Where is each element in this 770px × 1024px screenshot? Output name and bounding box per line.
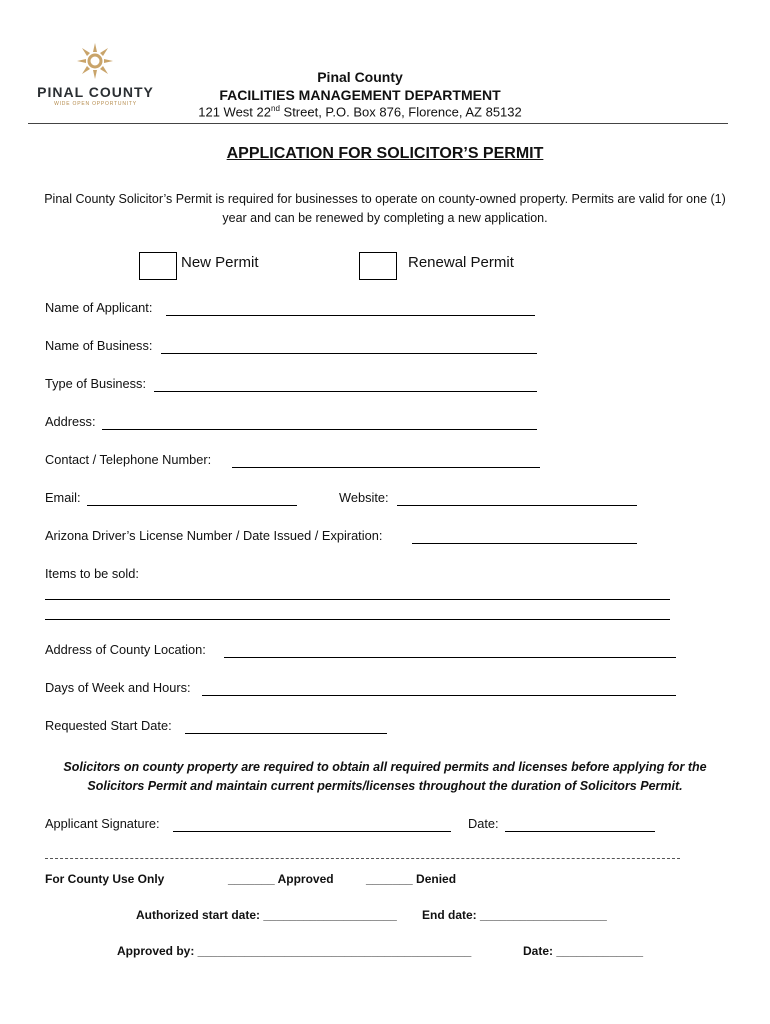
- license-label: Arizona Driver’s License Number / Date Issued / Expiration:: [45, 528, 383, 543]
- applicant-field[interactable]: [166, 315, 535, 316]
- section-divider: [45, 858, 680, 859]
- address-field[interactable]: [102, 429, 537, 430]
- signature-label: Applicant Signature:: [45, 816, 160, 831]
- signature-date-field[interactable]: [505, 831, 655, 832]
- email-label: Email:: [45, 490, 81, 505]
- approved-option[interactable]: _______ Approved: [228, 872, 334, 886]
- org-name: Pinal County: [317, 69, 403, 85]
- business-type-field[interactable]: [154, 391, 537, 392]
- county-location-field[interactable]: [224, 657, 676, 658]
- approved-by[interactable]: Approved by: _________________________________________: [117, 944, 472, 958]
- logo-name: PINAL COUNTY: [37, 84, 154, 100]
- renewal-permit-checkbox[interactable]: [359, 252, 397, 280]
- authorized-start-date[interactable]: Authorized start date: ____________________: [136, 908, 397, 922]
- items-label: Items to be sold:: [45, 566, 139, 581]
- website-field[interactable]: [397, 505, 637, 506]
- contact-field[interactable]: [232, 467, 540, 468]
- signature-date-label: Date:: [468, 816, 499, 831]
- new-permit-label: New Permit: [181, 254, 259, 271]
- business-field[interactable]: [161, 353, 537, 354]
- signature-field[interactable]: [173, 831, 451, 832]
- header-divider: [28, 123, 728, 124]
- start-date-label: Requested Start Date:: [45, 718, 172, 733]
- intro-text: Pinal County Solicitor’s Permit is required for businesses to operate on county-owned property. Permits are valid for one (1) year and can be renewed by completing a new application.: [44, 192, 726, 225]
- business-label: Name of Business:: [45, 338, 153, 353]
- denied-option[interactable]: _______ Denied: [366, 872, 457, 886]
- county-location-label: Address of County Location:: [45, 642, 206, 657]
- contact-label: Contact / Telephone Number:: [45, 452, 212, 467]
- logo-tagline: WIDE OPEN OPPORTUNITY: [54, 101, 137, 107]
- county-use-label: For County Use Only: [45, 872, 165, 886]
- renewal-permit-label: Renewal Permit: [408, 254, 514, 271]
- days-hours-label: Days of Week and Hours:: [45, 680, 191, 695]
- email-field[interactable]: [87, 505, 297, 506]
- page-title: APPLICATION FOR SOLICITOR’S PERMIT: [226, 145, 544, 162]
- start-date-field[interactable]: [185, 733, 387, 734]
- department-address: 121 West 22nd Street, P.O. Box 876, Florence, AZ 85132: [198, 104, 522, 120]
- new-permit-checkbox[interactable]: [139, 252, 177, 280]
- approval-date[interactable]: Date: _____________: [523, 944, 644, 958]
- license-field[interactable]: [412, 543, 637, 544]
- department-name: FACILITIES MANAGEMENT DEPARTMENT: [219, 87, 501, 103]
- applicant-label: Name of Applicant:: [45, 300, 153, 315]
- address-label: Address:: [45, 414, 96, 429]
- items-field-line-2[interactable]: [45, 619, 670, 620]
- business-type-label: Type of Business:: [45, 376, 147, 391]
- permits-notice: Solicitors on county property are required to obtain all required permits and licenses before applying for the Solicitors Permit and maintain current permits/licenses throughout the duration of Solicitors Permit.: [63, 760, 707, 793]
- website-label: Website:: [339, 490, 389, 505]
- items-field-line-1[interactable]: [45, 599, 670, 600]
- days-hours-field[interactable]: [202, 695, 676, 696]
- end-date[interactable]: End date: ___________________: [422, 908, 607, 922]
